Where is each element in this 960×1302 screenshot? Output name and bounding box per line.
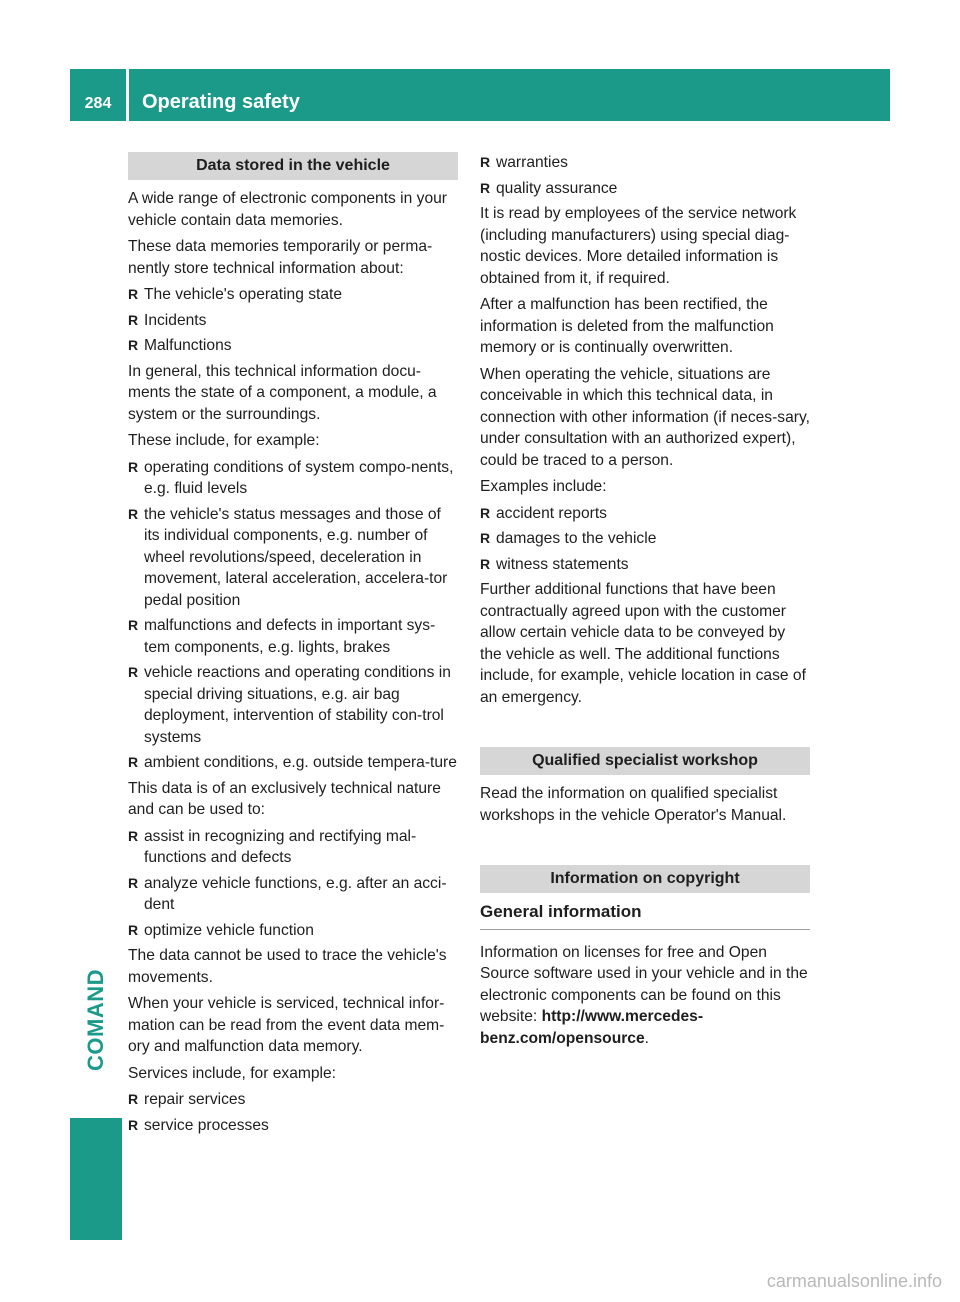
list-item: R accident reports <box>480 503 810 525</box>
paragraph: Read the information on qualified specialist workshops in the vehicle Operator's Manual. <box>480 785 787 824</box>
paragraph: In general, this technical information docu-ments the state of a component, a module, a system or the surroundings. <box>128 362 437 423</box>
list-item: R The vehicle's operating state <box>128 284 458 306</box>
list-item: R service processes <box>128 1115 458 1137</box>
paragraph: After a malfunction has been rectified, the information is deleted from the malfunction memory or is continually overwritten. <box>480 296 774 356</box>
list-item: R the vehicle's status messages and those of its individual components, e.g. number of wheel revolutions/speed, deceleration in movement, lateral acceleration, accelera-tor pedal position <box>128 504 458 612</box>
list-item: R damages to the vehicle <box>480 528 810 550</box>
spacer <box>480 713 810 747</box>
sentence-end: . <box>644 1029 649 1047</box>
left-column <box>128 152 458 1140</box>
list-item: R malfunctions and defects in important sys-tem components, e.g. lights, brakes <box>128 615 458 658</box>
list-item: R Incidents <box>128 310 458 332</box>
paragraph: The data cannot be used to trace the vehicle's movements. <box>128 947 447 986</box>
opensource-link[interactable]: http://www.mercedes-benz.com/opensource <box>480 1008 704 1047</box>
watermark: carmanualsonline.info <box>766 1271 942 1291</box>
paragraph: When operating the vehicle, situations are conceivable in which this technical data, in connection with other information (if neces-sary, under consultation with an authorized expert), could be traced to a person. <box>480 365 810 469</box>
side-tab-marker <box>70 1118 122 1240</box>
paragraph: Examples include: <box>480 478 607 495</box>
list-item: R analyze vehicle functions, e.g. after an acci-dent <box>128 873 458 916</box>
section-heading-copyright: Information on copyright <box>480 865 810 893</box>
subheading-general-information: General information <box>480 901 810 930</box>
side-tab-text: COMAND <box>83 969 108 1071</box>
header-divider <box>126 69 129 121</box>
paragraph: When your vehicle is serviced, technical infor-mation can be read from the event data mem-ory and malfunction data memory. <box>128 995 445 1055</box>
paragraph: This data is of an exclusively technical nature and can be used to: <box>128 779 441 818</box>
list-item: R vehicle reactions and operating conditions in special driving situations, e.g. air bag deployment, intervention of stability con-trol systems <box>128 662 458 748</box>
right-column <box>480 152 810 1054</box>
section-heading-data-stored: Data stored in the vehicle <box>128 152 458 180</box>
paragraph: Services include, for example: <box>128 1064 337 1082</box>
list-item: R operating conditions of system compo-nents, e.g. fluid levels <box>128 457 458 500</box>
paragraph: These include, for example: <box>128 432 320 449</box>
page-title: Operating safety <box>142 91 300 113</box>
list-item: R optimize vehicle function <box>128 920 458 942</box>
paragraph: Further additional functions that have been contractually agreed upon with the customer allow certain vehicle data to be conveyed by the vehicle as well. The additional functions include, for example, vehicle location in case of an emergency. <box>480 581 806 706</box>
paragraph: A wide range of electronic components in your vehicle contain data memories. <box>128 190 447 229</box>
list-item: R Malfunctions <box>128 335 458 357</box>
paragraph: These data memories temporarily or perma-nently store technical information about: <box>128 238 433 277</box>
side-tab-label <box>70 930 122 1110</box>
section-heading-qualified-workshop: Qualified specialist workshop <box>480 747 810 775</box>
paragraph-copyright <box>480 942 810 1050</box>
page-number: 284 <box>84 95 112 112</box>
list-item: R ambient conditions, e.g. outside tempera-ture <box>128 752 458 774</box>
copyright-text: Information on licenses for free and Open Source software used in your vehicle and in the electronic components can be found on this website: <box>480 943 808 1025</box>
spacer <box>480 831 810 865</box>
list-item: R quality assurance <box>480 178 810 200</box>
list-item: R assist in recognizing and rectifying mal-functions and defects <box>128 826 458 869</box>
list-item: R warranties <box>480 152 810 174</box>
paragraph: It is read by employees of the service network (including manufacturers) using special diag-nostic devices. More detailed information is obtained from it, if required. <box>480 205 797 287</box>
list-item: R witness statements <box>480 554 810 576</box>
list-item: R repair services <box>128 1089 458 1111</box>
